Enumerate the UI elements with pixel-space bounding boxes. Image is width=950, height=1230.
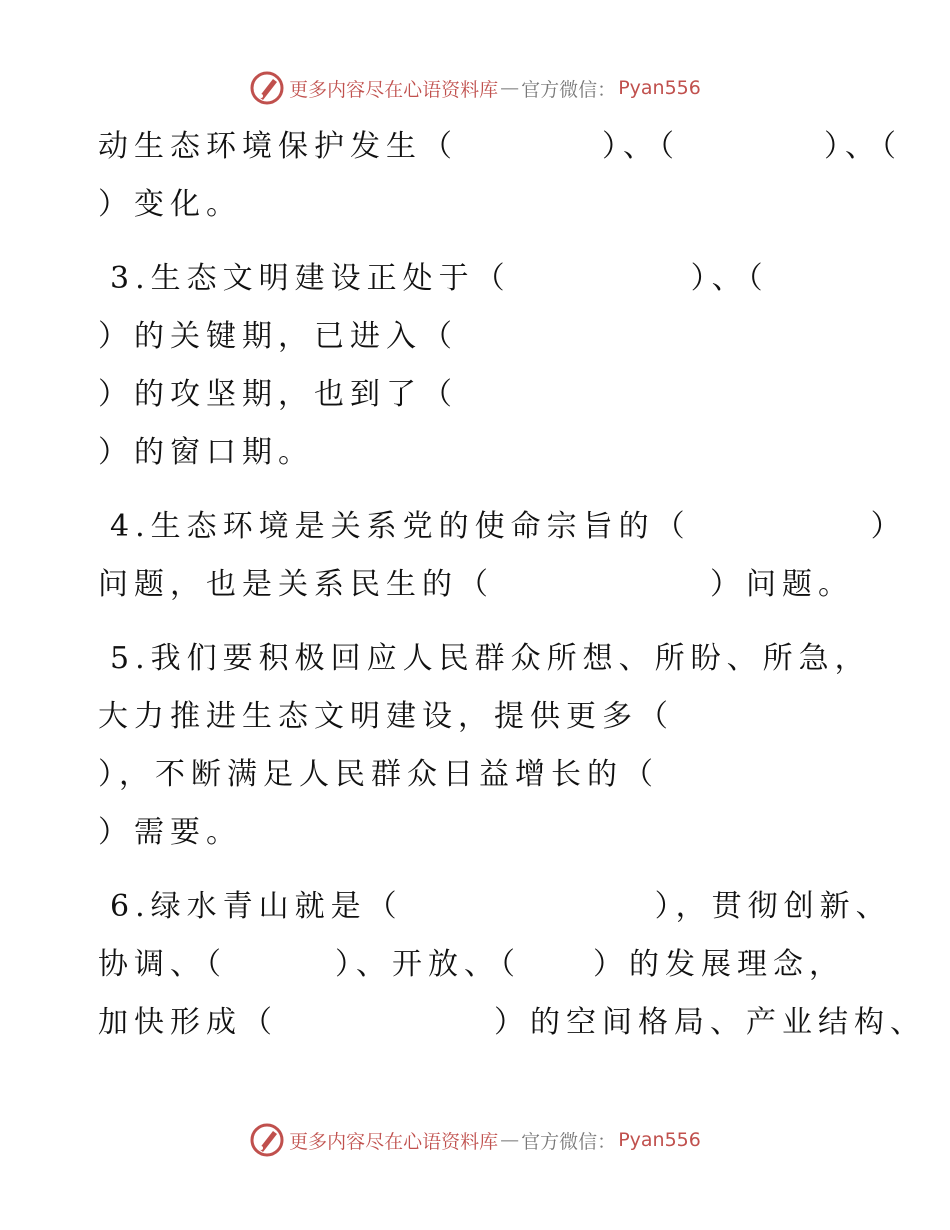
text-line: ）需要。 [98, 815, 242, 850]
text-line: ）的攻坚期，也到了（ [98, 377, 458, 412]
text-line: ）变化。 [98, 187, 242, 222]
footer-watermark [0, 1122, 950, 1158]
watermark-text: 更多内容尽在心语资料库 [289, 1130, 499, 1153]
paragraph-gap [98, 614, 838, 630]
question-6: 6.绿水青山就是（ ），贯彻创新、 [110, 889, 892, 924]
pen-logo-icon [249, 1122, 285, 1158]
watermark-label: 官方微信： [521, 78, 617, 101]
text-line: 协调、（ ）、开放、（ ）的发展理念， [98, 947, 845, 982]
watermark-label: 官方微信： [521, 1130, 617, 1153]
text-line: 动生态环境保护发生（ ）、（ ）、（ [98, 129, 902, 164]
paragraph-gap [98, 482, 838, 498]
text-line: 大力推进生态文明建设，提供更多（ [98, 699, 674, 734]
question-4: 4.生态环境是关系党的使命宗旨的（ ） [110, 509, 907, 544]
pen-logo-icon [249, 70, 285, 106]
text-line: 问题，也是关系民生的（ ）问题。 [98, 567, 854, 602]
watermark-separator: — [500, 77, 520, 99]
text-line: 加快形成（ ）的空间格局、产业结构、 [98, 1005, 926, 1040]
paragraph-gap [98, 862, 838, 878]
question-3: 3.生态文明建设正处于（ ）、（ [110, 261, 769, 296]
text-line: ）的窗口期。 [98, 435, 314, 470]
document-body [98, 118, 926, 1052]
watermark-text: 更多内容尽在心语资料库 [289, 78, 499, 101]
watermark-separator: — [500, 1129, 520, 1151]
header-watermark [0, 70, 950, 106]
watermark-wechat-id: Pyan556 [618, 77, 701, 99]
text-line: ）的关键期，已进入（ [98, 319, 458, 354]
question-5: 5.我们要积极回应人民群众所想、所盼、所急， [110, 641, 871, 676]
watermark-wechat-id: Pyan556 [618, 1129, 701, 1151]
paragraph-gap [98, 234, 838, 250]
text-line: ），不断满足人民群众日益增长的（ [98, 757, 659, 792]
